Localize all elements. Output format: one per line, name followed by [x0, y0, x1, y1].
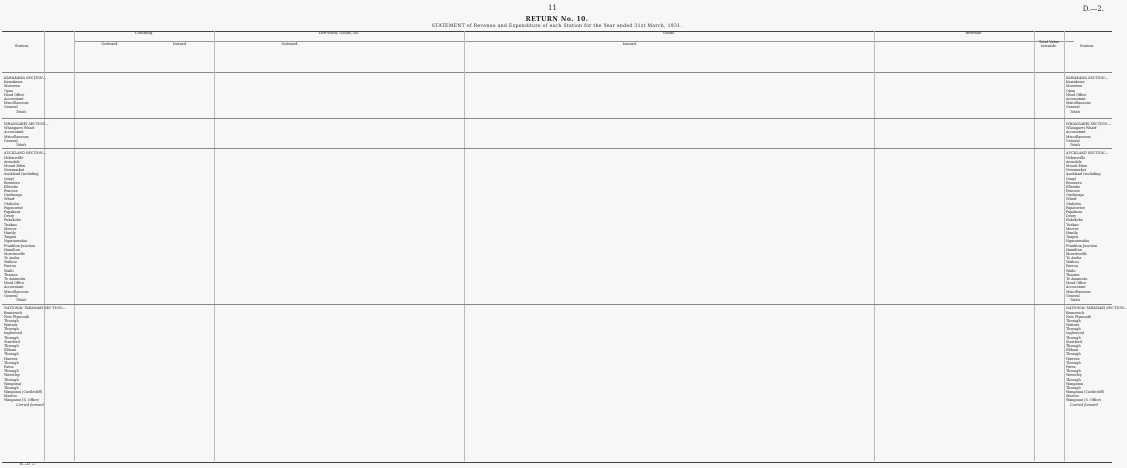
- total-value-header: Total Value Inwards.: [1038, 40, 1060, 48]
- station-name: Mount Eden: [1066, 163, 1088, 168]
- station-name: Taupiri: [1066, 235, 1079, 240]
- station-name: Wanganui (S. Office): [1066, 398, 1102, 403]
- station-name: General: [4, 105, 18, 110]
- station-name: Drury: [4, 214, 15, 219]
- station-name: Thames: [4, 272, 18, 277]
- station-name: Pukekohe: [4, 218, 21, 223]
- header-rule: [2, 72, 1112, 73]
- grid-line: [1034, 31, 1035, 461]
- station-name: Pukekohe: [1066, 218, 1083, 223]
- station-name: Brunswick: [4, 310, 23, 315]
- station-name: Helensville: [4, 155, 24, 160]
- station-name: Mercer: [4, 226, 17, 231]
- station-name: Through: [1066, 352, 1081, 357]
- grid-line: [74, 31, 75, 461]
- station-name: Eltham: [4, 348, 17, 353]
- station-name: Te Awamutu: [1066, 277, 1088, 281]
- station-name: Patea: [1066, 364, 1076, 369]
- section-title: NATIONAL-TARANAKI SEC-TION—: [4, 306, 66, 311]
- station-name: Remuera: [4, 180, 20, 185]
- station-name: Through: [1066, 369, 1081, 374]
- station-name: Avondale: [1066, 159, 1082, 164]
- station-name: Thames: [1066, 272, 1080, 277]
- station-name: Otahuhu: [4, 201, 19, 206]
- grid-line: [464, 31, 465, 461]
- station-name: Waihi: [1066, 268, 1076, 273]
- station-name: Hamilton: [4, 247, 20, 252]
- station-name: Te Aroha: [1066, 256, 1082, 261]
- station-name: Auckland (including: [4, 172, 39, 177]
- station-name: Quay): [1066, 176, 1077, 181]
- station-name: Head Office: [4, 281, 25, 286]
- station-name: Opua: [1066, 88, 1076, 93]
- station-name: New Plymouth: [1066, 314, 1092, 319]
- station-name: Through: [1066, 344, 1081, 348]
- station-name: Papatoetoe: [1066, 205, 1086, 210]
- station-name: Waihou: [1066, 260, 1079, 265]
- section-title: WHANGAREI SECTION—: [1066, 122, 1111, 127]
- station-name: Through: [4, 327, 19, 332]
- station-name: Morrinsville: [4, 251, 25, 256]
- station-name: Marton: [4, 394, 17, 399]
- station-name: Tuakau: [1066, 222, 1079, 227]
- station-name: Te Aroha: [4, 256, 20, 261]
- station-name: Onehunga: [1066, 193, 1084, 198]
- station-name: General: [1066, 105, 1080, 110]
- station-name: Ngaruawahia: [4, 239, 28, 244]
- section-title: NATIONAL-TARANAKI SEC-TION—: [1066, 306, 1127, 311]
- station-name: Accountant: [4, 285, 24, 290]
- station-name: General: [4, 293, 18, 298]
- station-name: Through: [4, 318, 19, 323]
- station-name: Through: [1066, 327, 1081, 332]
- section-totals: Totals: [16, 109, 27, 114]
- statement-subtitle: STATEMENT of Revenue and Expenditure of each Station for the Year ended 31st March, 1931.: [431, 24, 683, 29]
- station-name: Penrose: [4, 189, 18, 194]
- station-name: Ellerslie: [1066, 184, 1081, 189]
- station-name: Helensville: [1066, 155, 1086, 160]
- revenue-band: Revenue.: [874, 31, 1074, 42]
- station-name: Head Office: [1066, 281, 1087, 286]
- station-name: Wanganui: [4, 381, 22, 386]
- station-name: Newmarket: [4, 168, 25, 173]
- section-rule: [2, 148, 1112, 149]
- station-name: Through: [4, 344, 19, 348]
- station-name: Brunswick: [1066, 310, 1085, 315]
- page-number: 11: [548, 4, 557, 12]
- station-name: Through: [4, 335, 19, 340]
- goods-outward-label: Outward.: [281, 42, 299, 46]
- coaching-inward-label: Inward.: [172, 42, 188, 46]
- station-name: Miscellaneous: [4, 101, 29, 106]
- station-name: Through: [4, 360, 19, 365]
- section-totals: Totals: [1070, 297, 1081, 302]
- station-name: Through: [1066, 335, 1081, 340]
- section-title: KAWAKAWA SECTION—: [4, 76, 47, 80]
- station-name: Avondale: [4, 159, 20, 164]
- station-name: Frankton Junction: [1066, 243, 1098, 248]
- station-name: Inglewood: [4, 331, 22, 336]
- station-name: Penrose: [1066, 189, 1080, 194]
- station-name: Moerewa: [4, 84, 21, 89]
- station-name: Otahuhu: [1066, 201, 1081, 206]
- station-name: Stratford: [1066, 339, 1082, 344]
- station-name: Miscellaneous: [4, 134, 29, 139]
- station-name: Wharf: [4, 197, 15, 202]
- station-name: Accountant: [1066, 96, 1086, 101]
- station-name: Waihou: [4, 260, 17, 265]
- station-name: Accountant: [1066, 285, 1086, 290]
- section-totals: Totals: [1070, 143, 1081, 147]
- station-name: Waitara: [1066, 323, 1080, 328]
- printer-mark: 6—D. 2.: [20, 461, 36, 466]
- station-name: Quay): [4, 176, 15, 181]
- station-name: Paeroa: [4, 264, 16, 269]
- station-name: Head Office: [1066, 92, 1087, 97]
- station-list-left: [4, 76, 65, 407]
- section-title: WHANGAREI SECTION—: [4, 122, 49, 127]
- station-name: Wharf: [1066, 197, 1077, 202]
- station-name: Moerewa: [1066, 84, 1083, 89]
- station-name: Hamilton: [1066, 247, 1082, 252]
- station-name: Onehunga: [4, 193, 22, 198]
- station-name: Head Office: [4, 92, 25, 97]
- station-name: General: [1066, 293, 1080, 298]
- station-name: Accountant: [4, 96, 24, 101]
- station-name: Waihi: [4, 268, 14, 273]
- station-name: Kawakawa: [4, 80, 23, 85]
- section-title: AUCKLAND SECTION—: [4, 151, 47, 156]
- section-totals: Carried forward: [1070, 402, 1098, 407]
- station-name: Waverley: [4, 373, 20, 378]
- grid-line: [214, 31, 215, 461]
- station-name: Opua: [4, 88, 14, 93]
- coaching-outward-label: Outward.: [101, 42, 119, 46]
- section-rule: [2, 118, 1112, 119]
- station-name: Wanganui (Castlecliff): [1066, 390, 1105, 395]
- station-name: Whangarei Wharf: [1066, 126, 1097, 131]
- station-name: Through: [4, 385, 19, 390]
- station-header-left: Station.: [14, 44, 30, 48]
- station-name: Miscellaneous: [1066, 289, 1091, 294]
- station-name: Through: [1066, 377, 1081, 382]
- station-name: Papatoetoe: [4, 205, 24, 210]
- section-totals: Totals: [16, 143, 27, 147]
- station-name: Eltham: [1066, 348, 1079, 353]
- station-name: General: [4, 138, 18, 143]
- station-name: Huntly: [4, 230, 16, 235]
- station-name: Wanganui: [1066, 381, 1084, 386]
- station-name: Through: [1066, 360, 1081, 365]
- station-name: New Plymouth: [4, 314, 30, 319]
- station-name: Remuera: [1066, 180, 1082, 185]
- station-name: Through: [4, 352, 19, 357]
- station-name: Marton: [1066, 394, 1079, 399]
- station-name: Stratford: [4, 339, 20, 344]
- station-name: Accountant: [4, 130, 24, 135]
- livestock-goods-band: Live-stock, Goods, &c.: [214, 31, 464, 42]
- station-name: Paeroa: [1066, 264, 1078, 269]
- station-name: Miscellaneous: [4, 289, 29, 294]
- section-title: AUCKLAND SECTION—: [1066, 151, 1109, 156]
- station-name: Ellerslie: [4, 184, 19, 189]
- station-name: Miscellaneous: [1066, 134, 1091, 139]
- station-header-right: Station.: [1079, 44, 1095, 48]
- station-name: Through: [1066, 318, 1081, 323]
- station-name: Te Awamutu: [4, 277, 26, 281]
- station-name: Waitara: [4, 323, 18, 328]
- station-name: Drury: [1066, 214, 1077, 219]
- grid-line: [874, 31, 875, 461]
- station-name: Morrinsville: [1066, 251, 1087, 256]
- station-name: Hawera: [4, 356, 18, 361]
- section-title: KAWAKAWA SECTION—: [1066, 76, 1109, 80]
- station-name: Papakura: [1066, 210, 1083, 214]
- station-name: Hawera: [1066, 356, 1080, 361]
- station-name: Wanganui (S. Office): [4, 398, 40, 403]
- section-rule: [2, 304, 1112, 305]
- station-name: Inglewood: [1066, 331, 1084, 336]
- station-name: Through: [1066, 385, 1081, 390]
- station-name: Newmarket: [1066, 168, 1087, 173]
- station-name: Frankton Junction: [4, 243, 36, 248]
- station-name: Through: [4, 369, 19, 374]
- station-name: Mercer: [1066, 226, 1079, 231]
- station-name: Mount Eden: [4, 163, 26, 168]
- station-name: Huntly: [1066, 230, 1078, 235]
- statement-table: [2, 31, 1112, 463]
- station-name: Taupiri: [4, 235, 17, 240]
- document-reference: D.—2.: [1082, 5, 1104, 13]
- station-name: Auckland (including: [1066, 172, 1101, 177]
- coaching-outward-band: Coaching.: [74, 31, 214, 42]
- station-name: Ngaruawahia: [1066, 239, 1090, 244]
- station-name: Patea: [4, 364, 14, 369]
- grid-line: [1064, 31, 1065, 461]
- station-name: Whangarei Wharf: [4, 126, 35, 131]
- station-name: Tuakau: [4, 222, 17, 227]
- section-totals: Carried forward: [16, 402, 44, 407]
- station-name: Accountant: [1066, 130, 1086, 135]
- station-name: Through: [4, 377, 19, 382]
- station-list-right: [1066, 76, 1127, 407]
- station-name: Waverley: [1066, 373, 1082, 378]
- goods-inward-label: Inward.: [622, 42, 638, 46]
- station-name: Wanganui (Castlecliff): [4, 390, 43, 395]
- section-totals: Totals: [1070, 109, 1081, 114]
- goods-inward-band: Goods.: [464, 31, 874, 42]
- section-totals: Totals: [16, 297, 27, 302]
- station-name: Papakura: [4, 210, 21, 214]
- station-name: Miscellaneous: [1066, 101, 1091, 106]
- station-name: General: [1066, 138, 1080, 143]
- return-title: RETURN No. 10.: [525, 16, 589, 23]
- station-name: Kawakawa: [1066, 80, 1085, 85]
